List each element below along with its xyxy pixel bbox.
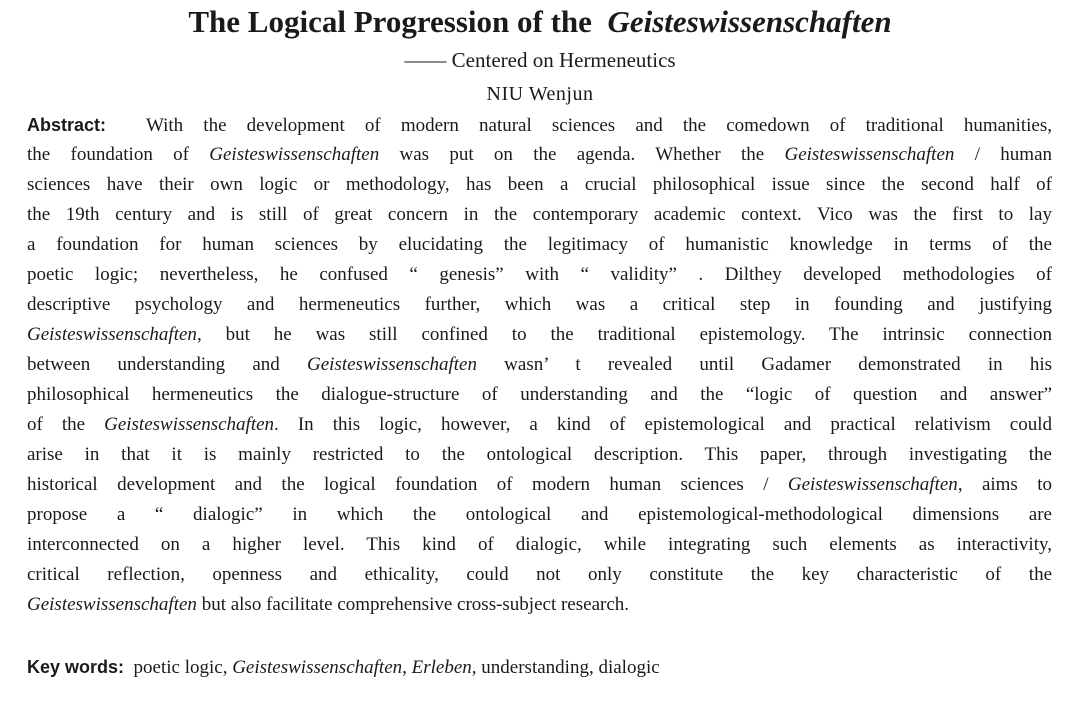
keyword-item: Geisteswissenschaften [232, 657, 403, 678]
keyword-item: dialogic [598, 657, 660, 678]
keywords-section [27, 652, 1052, 682]
title-italic: Geisteswissenschaften [607, 4, 892, 39]
paper-subtitle: —— Centered on Hermeneutics [404, 48, 676, 72]
abstract-line: interconnected on a higher level. This kind of dialogic, while integrating such elements as interactivity, [27, 534, 1052, 555]
abstract-line: critical reflection, openness and ethicality, could not only constitute the key characteristic of the [27, 564, 1052, 585]
keywords-label: Key words: [27, 657, 125, 677]
abstract-label: Abstract: [27, 115, 107, 135]
abstract-line: descriptive psychology and hermeneutics further, which was a critical step in founding and justifying [27, 294, 1052, 315]
italic-term: Geisteswissenschaften [209, 144, 380, 165]
abstract-section [27, 110, 1052, 620]
title-main: The Logical Progression of the [188, 4, 592, 39]
abstract-line: poetic logic; nevertheless, he confused “ genesis” with “ validity” . Dilthey developed methodologies of [27, 264, 1052, 285]
italic-term: Geisteswissenschaften [784, 144, 955, 165]
abstract-line: the foundation of Geisteswissenschaften was put on the agenda. Whether the Geisteswissenschaften / human [27, 144, 1052, 165]
abstract-line: the 19th century and is still of great concern in the contemporary academic context. Vico was the first to lay [27, 204, 1052, 225]
abstract-line: sciences have their own logic or methodology, has been a crucial philosophical issue since the second half of [27, 174, 1052, 195]
abstract-line: of the Geisteswissenschaften. In this logic, however, a kind of epistemological and practical relativism could [27, 414, 1052, 435]
keyword-item: understanding [481, 657, 589, 678]
abstract-line: Geisteswissenschaften, but he was still confined to the traditional epistemology. The intrinsic connection [27, 324, 1052, 345]
keyword-item: poetic logic [133, 657, 223, 678]
abstract-line: philosophical hermeneutics the dialogue-structure of understanding and the “logic of question and answer” [27, 384, 1052, 405]
abstract-line: between understanding and Geisteswissenschaften wasn’ t revealed until Gadamer demonstrated in his [27, 354, 1052, 375]
paper-title [0, 2, 1080, 42]
italic-term: Geisteswissenschaften [104, 414, 275, 435]
abstract-line: propose a “ dialogic” in which the ontological and epistemological-methodological dimensions are [27, 504, 1052, 525]
keyword-item: Erleben [411, 657, 472, 678]
abstract-line: historical development and the logical foundation of modern human sciences / Geisteswissenschaften, aims to [27, 474, 1052, 495]
italic-term: Geisteswissenschaften [787, 474, 958, 495]
abstract-line: arise in that it is mainly restricted to the ontological description. This paper, through investigating the [27, 444, 1052, 465]
abstract-line: Abstract: With the development of modern natural sciences and the comedown of traditional humanities, [27, 115, 1052, 136]
abstract-line: Geisteswissenschaften but also facilitate comprehensive cross-subject research. [27, 594, 630, 615]
author-name: NIU Wenjun [486, 83, 594, 105]
abstract-line: a foundation for human sciences by elucidating the legitimacy of humanistic knowledge in terms of the [27, 234, 1052, 255]
italic-term: Geisteswissenschaften [27, 594, 197, 615]
italic-term: Geisteswissenschaften [307, 354, 477, 375]
italic-term: Geisteswissenschaften [27, 324, 197, 345]
keywords-list: poetic logic, Geisteswissenschaften, Erleben, understanding, dialogic [133, 657, 660, 678]
